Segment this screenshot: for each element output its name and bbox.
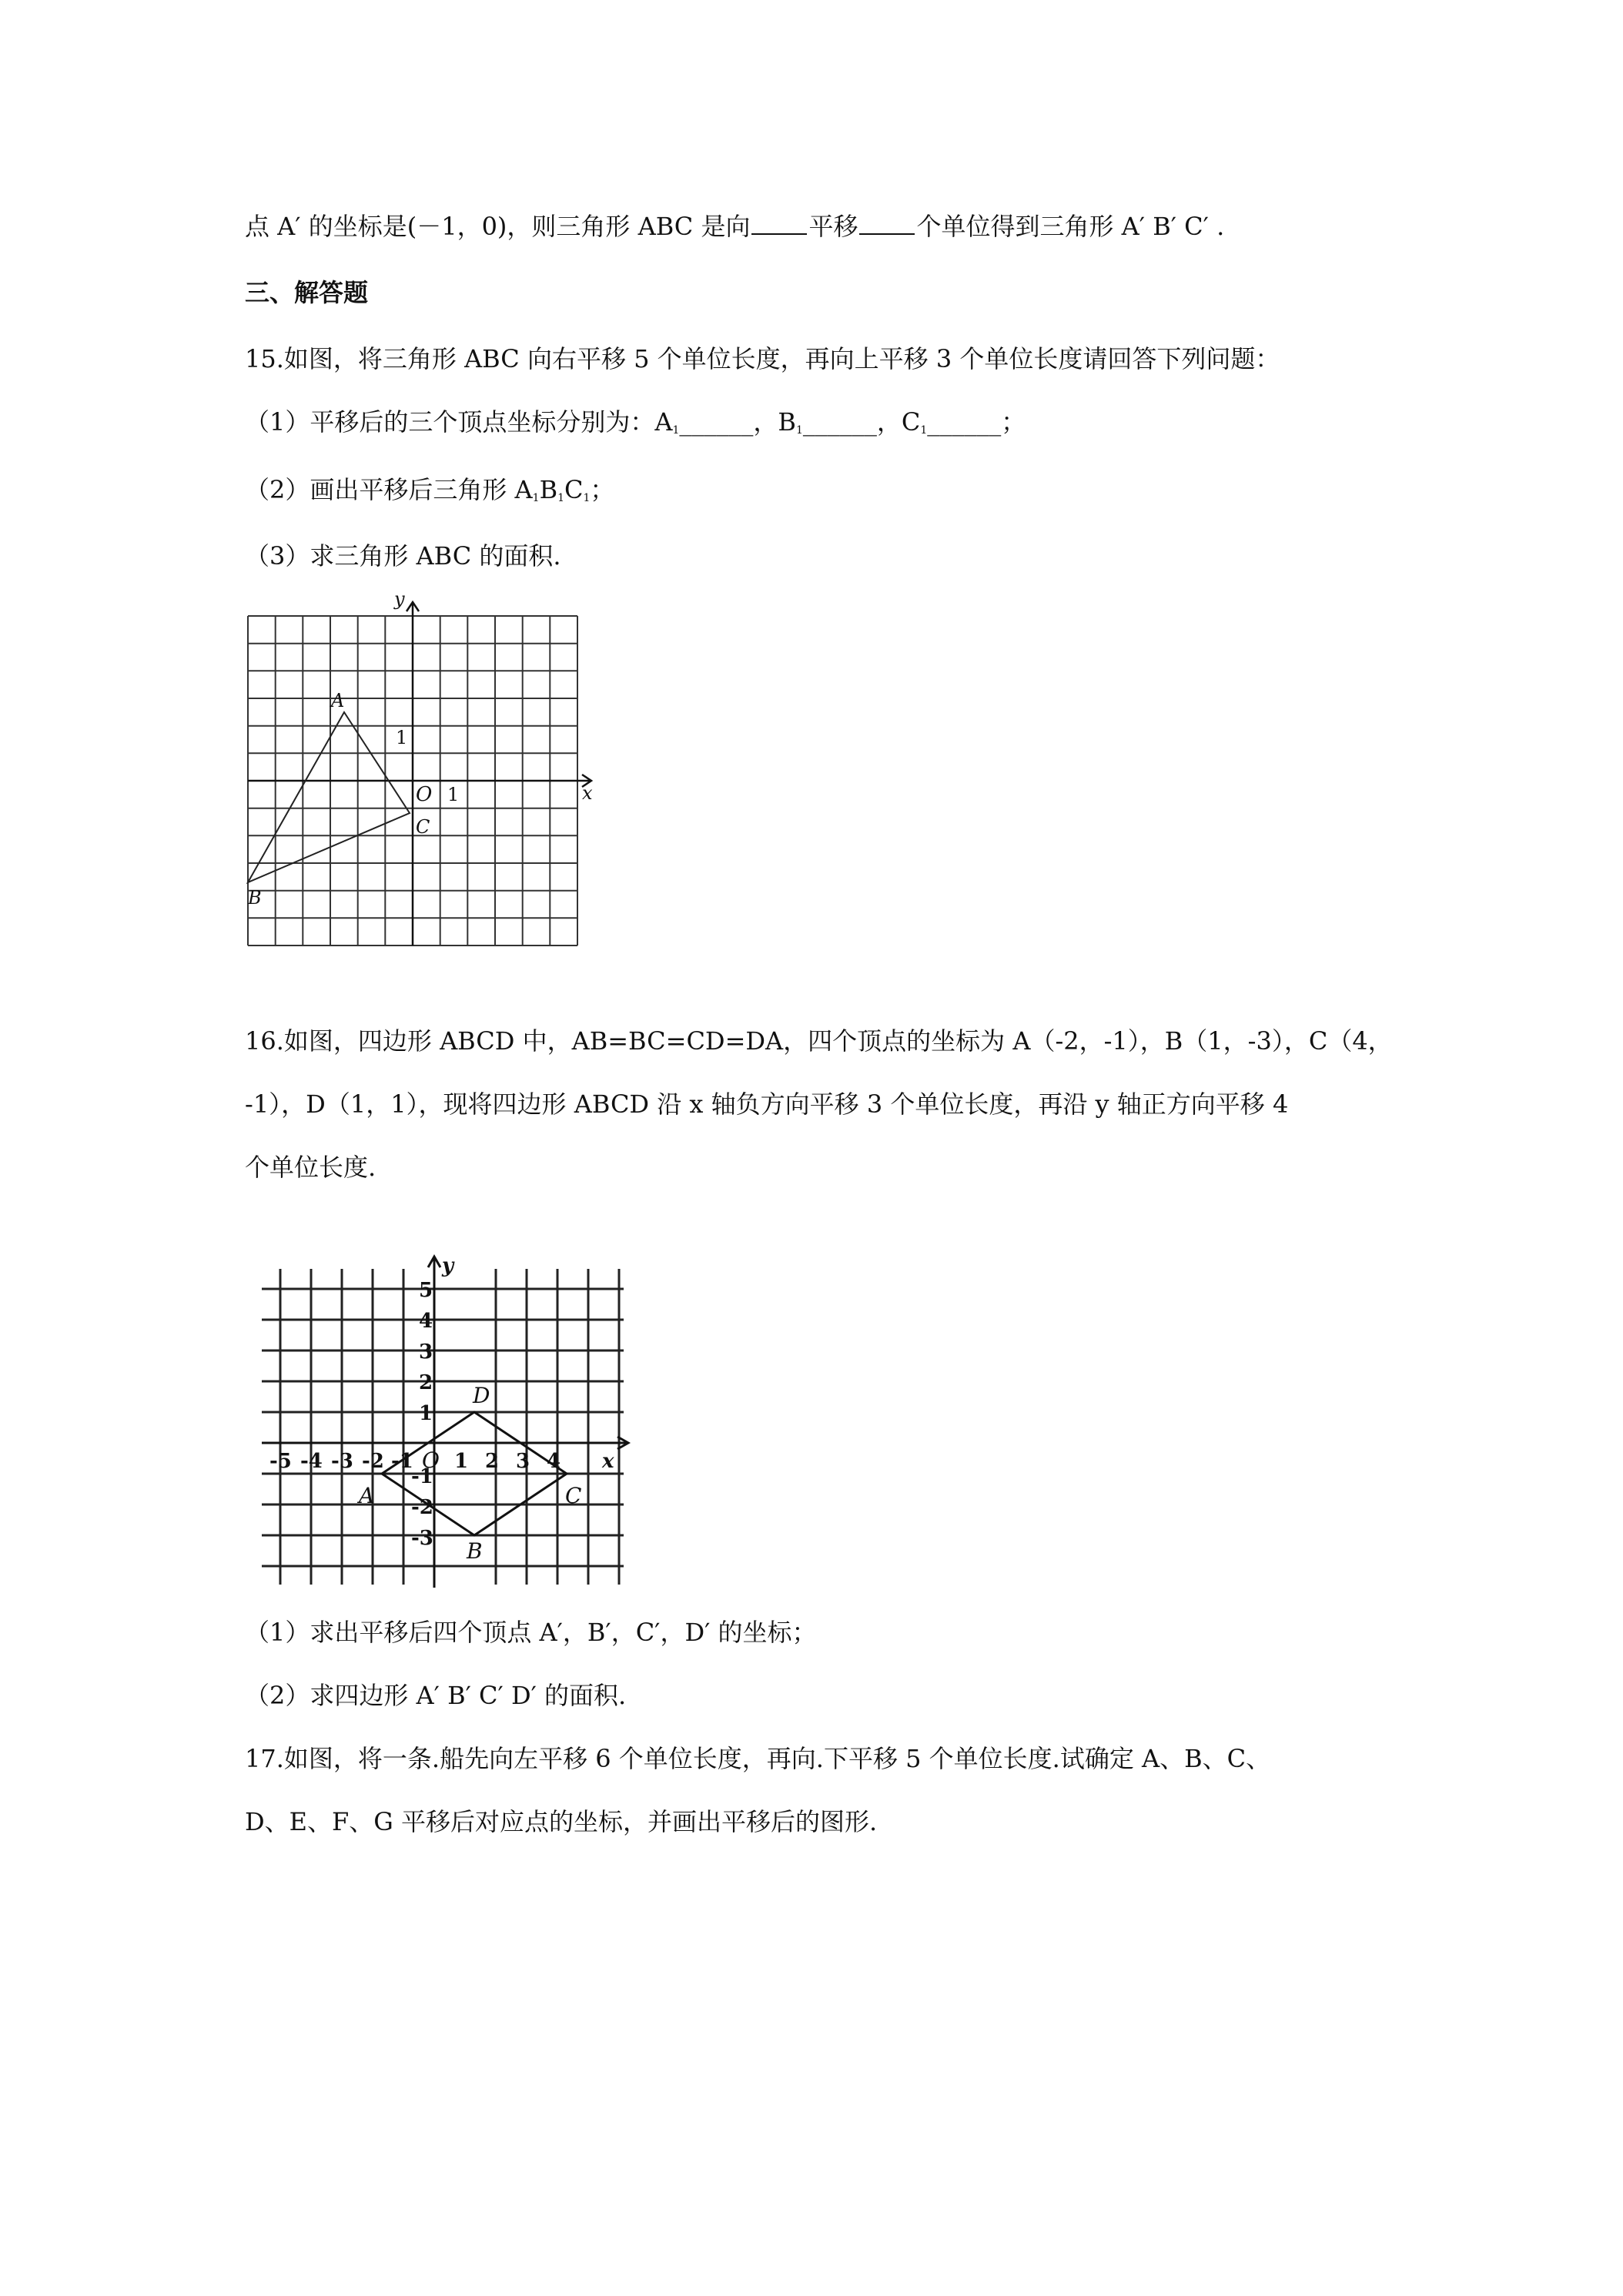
- q17-line1: 17.如图，将一条.船先向左平移 6 个单位长度，再向.下平移 5 个单位长度.试确定 A、B、C、: [245, 1744, 1271, 1773]
- point-a-label: A: [359, 1483, 375, 1508]
- q16-grid: [262, 1269, 624, 1585]
- point-c-label: C: [565, 1483, 582, 1508]
- q15-part3: （3）求三角形 ABC 的面积.: [245, 541, 561, 571]
- origin-label: O: [422, 1448, 440, 1473]
- answer-blank-c1[interactable]: ______: [927, 407, 1002, 437]
- y-tick-label: 3: [419, 1340, 433, 1364]
- q16-part2: （2）求四边形 A′ B′ C′ D′ 的面积.: [245, 1681, 627, 1710]
- x-axis-label: x: [602, 1450, 614, 1473]
- q16-figure: [262, 1252, 631, 1591]
- answer-blank-units[interactable]: [859, 230, 915, 235]
- y-tick-label: -1: [411, 1465, 433, 1488]
- y-tick-label: -3: [411, 1527, 433, 1550]
- y-unit-label: 1: [396, 727, 408, 748]
- point-c-label: C: [416, 816, 430, 838]
- point-b-label: B: [467, 1538, 483, 1564]
- q16-line2: -1），D（1，1），现将四边形 ABCD 沿 x 轴负方向平移 3 个单位长度，再沿 y 轴正方向平移 4: [245, 1089, 1289, 1119]
- point-d-label: D: [473, 1383, 490, 1408]
- y-tick-label: 4: [419, 1310, 433, 1333]
- q17-line2: D、E、F、G 平移后对应点的坐标，并画出平移后的图形.: [245, 1807, 878, 1836]
- q16-part1: （1）求出平移后四个顶点 A′，B′，C′，D′ 的坐标；: [245, 1618, 817, 1647]
- q16-line3: 个单位长度.: [245, 1153, 376, 1182]
- x-unit-label: 1: [447, 784, 460, 805]
- continuation-line: 点 A′ 的坐标是(－1，0)，则三角形 ABC 是向 平移 个单位得到三角形 A′ B′ C′ .: [245, 212, 1225, 241]
- answer-blank-b1[interactable]: ______: [802, 407, 877, 437]
- point-a-label: A: [331, 690, 345, 711]
- x-tick-label: 1: [454, 1450, 469, 1473]
- x-tick-label: -2: [362, 1450, 384, 1473]
- x-tick-label: -3: [331, 1450, 353, 1473]
- y-axis-label: y: [442, 1254, 454, 1277]
- y-tick-label: 1: [419, 1402, 433, 1425]
- x-tick-label: -1: [391, 1450, 413, 1473]
- y-axis-label: y: [394, 588, 405, 610]
- q16-line1: 16.如图，四边形 ABCD 中，AB=BC=CD=DA，四个顶点的坐标为 A（-2，-1），B（1，-3），C（4，: [245, 1026, 1393, 1056]
- q15-figure: [245, 588, 593, 955]
- x-tick-label: 4: [547, 1450, 561, 1473]
- x-tick-label: 2: [485, 1450, 500, 1473]
- section-title: 三、解答题: [245, 278, 369, 307]
- q15-part2: （2）画出平移后三角形 $A_1B_1C_1$；: [245, 475, 615, 504]
- answer-blank-a1[interactable]: ______: [679, 407, 754, 437]
- x-tick-label: -5: [269, 1450, 292, 1473]
- point-b-label: B: [248, 887, 262, 909]
- x-tick-label: 3: [516, 1450, 530, 1473]
- origin-label: O: [416, 783, 433, 806]
- y-tick-label: 2: [419, 1371, 433, 1394]
- y-tick-label: 5: [419, 1279, 433, 1302]
- x-axis-label: x: [582, 782, 593, 804]
- y-tick-label: -2: [411, 1496, 433, 1519]
- x-tick-label: -4: [300, 1450, 323, 1473]
- q15-stem: 15.如图，将三角形 ABC 向右平移 5 个单位长度，再向上平移 3 个单位长度请回答下列问题：: [245, 344, 1280, 373]
- q15-part1: （1）平移后的三个顶点坐标分别为：$A_1\_\_\_\_\_\_$，$B_1\_\_\_\_\_\_$，$C_1\_\_\_\_\_\_$；: [245, 407, 1026, 437]
- answer-blank-direction[interactable]: [751, 230, 807, 235]
